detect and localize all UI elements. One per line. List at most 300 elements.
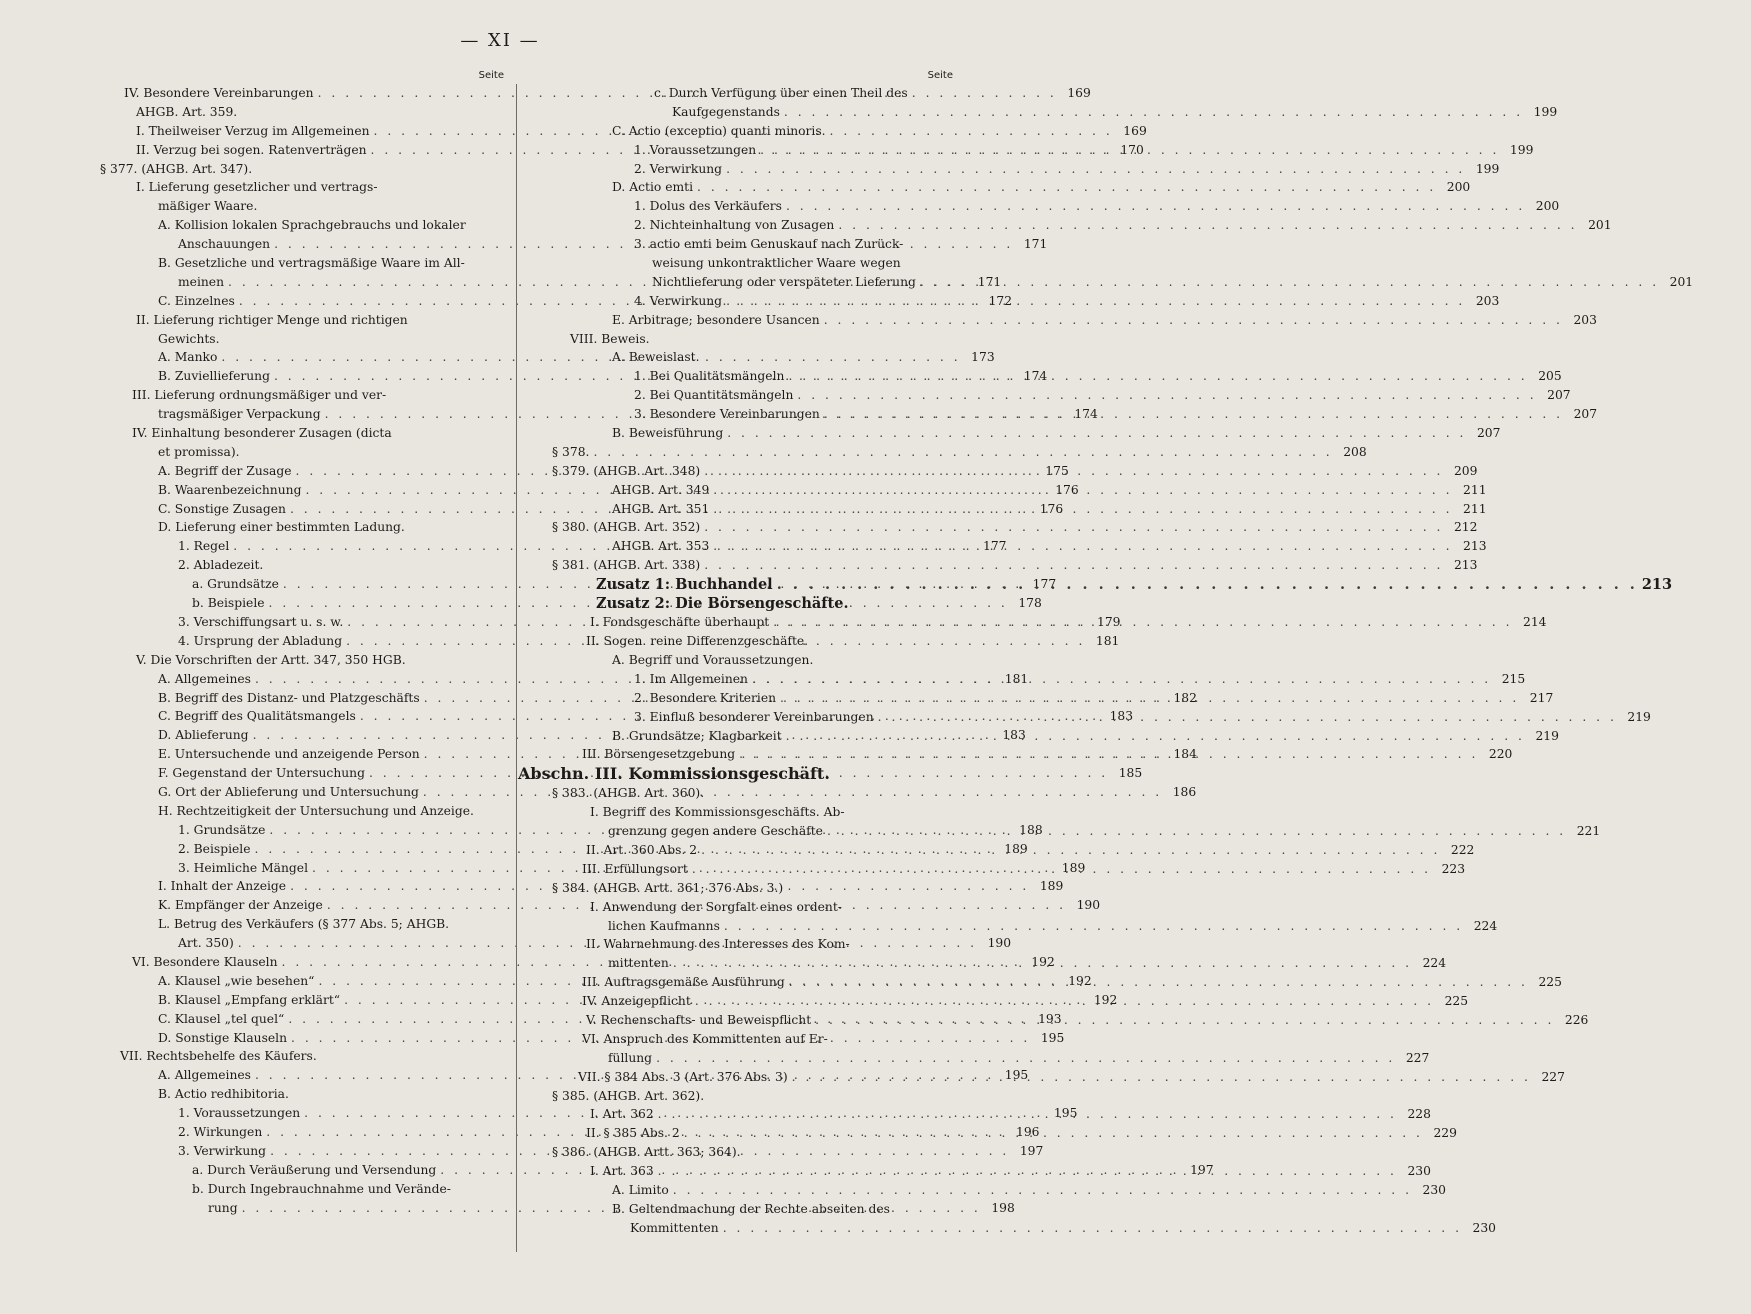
toc-page-number: 229 bbox=[1433, 1126, 1457, 1141]
toc-entry-title: § 386. (AHGB. Artt. 363; 364). bbox=[552, 1145, 741, 1160]
toc-leader-dots bbox=[724, 917, 1463, 936]
toc-leader-dots bbox=[827, 822, 1566, 841]
toc-entry bbox=[100, 1047, 504, 1066]
toc-leader-dots bbox=[792, 1068, 1531, 1087]
toc-entry-title: V. Die Vorschriften der Artt. 347, 350 HGB. bbox=[136, 652, 406, 667]
toc-page-number: 186 bbox=[1172, 784, 1197, 799]
toc-entry-title: A. Beweislast. bbox=[612, 350, 700, 365]
toc-entry-title: rung bbox=[208, 1200, 238, 1215]
toc-entry-title: B. Klausel „Empfang erklärt“ bbox=[158, 992, 341, 1007]
toc-entry-title: 1. Dolus des Verkäufers bbox=[634, 199, 782, 214]
toc-page-number: 219 bbox=[1627, 709, 1651, 724]
toc-page-number: 177 bbox=[983, 539, 1007, 554]
toc-leader-dots bbox=[695, 992, 1434, 1011]
toc-page-number: 174 bbox=[1074, 407, 1098, 422]
toc-leader-dots bbox=[692, 860, 1431, 879]
toc-page-number: 226 bbox=[1564, 1012, 1589, 1027]
toc-page-number: 228 bbox=[1407, 1107, 1431, 1122]
toc-entry bbox=[100, 178, 504, 197]
toc-entry-title: B. Gesetzliche und vertragsmäßige Waare im All- bbox=[158, 256, 465, 271]
toc-entry-title: 3. actio emti beim Genuskauf nach Zurück- bbox=[634, 237, 904, 252]
toc-entry-title: 1. Im Allgemeinen bbox=[634, 671, 748, 686]
toc-page-number: 224 bbox=[1473, 918, 1498, 933]
toc-page-number: 230 bbox=[1422, 1182, 1446, 1197]
toc-leader-dots bbox=[726, 292, 1465, 311]
toc-entry-title: § 385. (AHGB. Art. 362). bbox=[552, 1088, 705, 1103]
toc-page-number: 195 bbox=[1040, 1030, 1065, 1045]
toc-entry bbox=[542, 651, 953, 670]
toc-entry-title: A. Kollision lokalen Sprachgebrauchs und lokaler bbox=[158, 218, 466, 233]
toc-entry bbox=[542, 518, 1478, 537]
toc-entry-title: B. Beweisführung bbox=[612, 426, 724, 441]
toc-page-number: 199 bbox=[1533, 104, 1558, 119]
toc-entry-title: VI. Besondere Klauseln bbox=[132, 954, 278, 969]
toc-page-number: 176 bbox=[1055, 482, 1079, 497]
toc-entry-title: D. Sonstige Klauseln bbox=[158, 1030, 288, 1045]
toc-entry-title: I. Inhalt der Anzeige bbox=[158, 879, 287, 894]
toc-entry bbox=[542, 1030, 953, 1049]
toc-entry-title: F. Gegenstand der Untersuchung bbox=[158, 766, 365, 781]
toc-entry-title: I. Fondsgeschäfte überhaupt bbox=[590, 615, 770, 630]
toc-page-number: 221 bbox=[1576, 824, 1601, 839]
toc-entry-title: tragsmäßiger Verpackung bbox=[158, 407, 321, 422]
toc-leader-dots bbox=[824, 405, 1563, 424]
toc-entry bbox=[542, 1219, 1496, 1238]
toc-entry-title: Kommittenten bbox=[630, 1220, 719, 1235]
toc-entry-title: L. Betrug des Verkäufers (§ 377 Abs. 5; AHGB. bbox=[158, 917, 450, 932]
toc-entry bbox=[100, 518, 504, 537]
toc-entry-title: b. Beispiele bbox=[192, 596, 265, 611]
toc-entry-title: 3. Verwirkung bbox=[178, 1143, 267, 1158]
toc-leader-dots bbox=[704, 462, 1443, 481]
toc-leader-dots bbox=[713, 481, 1452, 500]
toc-entry-title: III. Börsengesetzgebung bbox=[582, 747, 736, 762]
toc-entry-title: II. § 385 Abs. 2 bbox=[586, 1126, 680, 1141]
toc-entry bbox=[542, 1049, 1430, 1068]
toc-entry-title: et promissa). bbox=[158, 444, 240, 459]
toc-leader-dots bbox=[656, 1049, 1395, 1068]
toc-leader-dots bbox=[723, 1219, 1462, 1238]
toc-page-number: 183 bbox=[1002, 728, 1026, 743]
toc-leader-dots bbox=[673, 954, 1412, 973]
toc-entry-title: III. Erfüllungsort bbox=[582, 861, 688, 876]
toc-entry-title: H. Rechtzeitigkeit der Untersuchung und Anzeige. bbox=[158, 803, 474, 818]
toc-entry-title: § 378. bbox=[552, 444, 590, 459]
toc-entry bbox=[542, 784, 953, 803]
toc-entry bbox=[542, 594, 953, 613]
toc-entry bbox=[100, 1180, 504, 1199]
toc-entry-title: A. Limito bbox=[612, 1182, 669, 1197]
toc-entry-title: AHGB. Art. 349 bbox=[612, 482, 710, 497]
toc-entry-title: VIII. Beweis. bbox=[570, 331, 650, 346]
toc-entry-title: II. Sogen. reine Differenzgeschäfte. bbox=[586, 634, 809, 649]
toc-leader-dots bbox=[727, 424, 1466, 443]
toc-entry bbox=[542, 348, 953, 367]
toc-page-number: 178 bbox=[1018, 596, 1042, 611]
toc-entry-title: 3. Heimliche Mängel bbox=[178, 860, 309, 875]
toc-entry bbox=[542, 160, 1500, 179]
toc-entry-title: Zusatz 1: Buchhandel bbox=[596, 576, 773, 594]
toc-page-number: 225 bbox=[1444, 994, 1469, 1009]
toc-entry bbox=[542, 330, 953, 349]
toc-page-number: 182 bbox=[1173, 690, 1197, 705]
toc-page-number: 190 bbox=[987, 936, 1012, 951]
toc-page-number: 225 bbox=[1538, 975, 1562, 990]
toc-entry bbox=[100, 254, 504, 273]
toc-page-number: 223 bbox=[1441, 861, 1466, 876]
toc-entry-title: Abschn. III. Kommissionsgeschäft. bbox=[518, 764, 830, 784]
toc-entry-title: E. Arbitrage; besondere Usancen bbox=[612, 312, 820, 327]
toc-entry bbox=[542, 1200, 953, 1219]
seite-label-right: Seite bbox=[927, 70, 953, 81]
toc-entry bbox=[100, 216, 504, 235]
toc-page-number: 185 bbox=[1118, 766, 1143, 781]
toc-page-number: 205 bbox=[1538, 369, 1562, 384]
toc-entry-title: B. Begriff des Distanz- und Platzgeschäfts bbox=[158, 690, 420, 705]
toc-page-number: 227 bbox=[1405, 1050, 1430, 1065]
toc-page-number: 189 bbox=[1004, 841, 1028, 856]
toc-entry-title: 2. Verwirkung bbox=[634, 161, 723, 176]
toc-leader-dots bbox=[704, 518, 1443, 537]
toc-page-number: 201 bbox=[1669, 274, 1694, 289]
toc-entry-title: 1. Voraussetzungen bbox=[178, 1106, 301, 1121]
toc-page-number: 227 bbox=[1541, 1069, 1565, 1084]
toc-leader-dots bbox=[815, 1011, 1554, 1030]
toc-page-number: 198 bbox=[991, 1200, 1015, 1215]
toc-entry-title: A. Begriff der Zusage bbox=[158, 463, 292, 478]
toc-leader-dots bbox=[752, 670, 1491, 689]
toc-entry bbox=[542, 917, 1498, 936]
toc-leader-dots bbox=[713, 537, 1452, 556]
toc-entry-title: D. Lieferung einer bestimmten Ladung. bbox=[158, 520, 405, 535]
toc-entry bbox=[542, 254, 953, 273]
toc-entry-title: Kaufgegenstands bbox=[672, 104, 780, 119]
toc-entry-title: 2. Bei Quantitätsmängeln bbox=[634, 388, 794, 403]
toc-entry-title: AHGB. Art. 353 bbox=[612, 539, 710, 554]
toc-page-number: 214 bbox=[1523, 615, 1547, 630]
toc-leader-dots bbox=[658, 1162, 1397, 1181]
toc-page-number: 190 bbox=[1076, 898, 1101, 913]
toc-leader-dots bbox=[786, 197, 1525, 216]
toc-page-number: 213 bbox=[1641, 576, 1673, 594]
toc-entry bbox=[542, 122, 953, 141]
toc-entry-title: Zusatz 2: Die Börsengeschäfte. bbox=[596, 595, 849, 613]
toc-entry bbox=[100, 160, 504, 179]
toc-page-number: 192 bbox=[1093, 992, 1118, 1007]
toc-entry bbox=[542, 879, 953, 898]
toc-entry-title: I. Art. 363 bbox=[590, 1164, 654, 1179]
toc-entry-title: 4. Ursprung der Abladung bbox=[178, 633, 343, 648]
toc-page-number: 211 bbox=[1463, 482, 1487, 497]
toc-page-number: 181 bbox=[1004, 671, 1029, 686]
toc-entry-title: Anschauungen bbox=[178, 237, 271, 252]
toc-entry-title: A. Allgemeines bbox=[158, 671, 251, 686]
toc-entry-title: meinen bbox=[178, 274, 224, 289]
toc-page-number: 173 bbox=[971, 350, 995, 365]
toc-leader-dots bbox=[760, 141, 1499, 160]
toc-entry-title: füllung bbox=[608, 1050, 653, 1065]
toc-entry-title: G. Ort der Ablieferung und Untersuchung bbox=[158, 784, 419, 799]
toc-page-number: 192 bbox=[1031, 954, 1055, 969]
page-number: — XI — bbox=[460, 30, 540, 51]
toc-entry-title: § 384. (AHGB. Artt. 361; 376 Abs. 3.) bbox=[552, 880, 784, 895]
toc-leader-dots bbox=[920, 273, 1659, 292]
toc-entry bbox=[542, 1087, 953, 1106]
toc-entry-title: D. Ablieferung bbox=[158, 728, 249, 743]
toc-entry-title: a. Durch Veräußerung und Versendung bbox=[192, 1162, 437, 1177]
toc-page-number: 189 bbox=[1061, 860, 1086, 875]
toc-entry bbox=[542, 556, 1478, 575]
toc-page-number: 220 bbox=[1488, 747, 1513, 762]
toc-entry-title: 2. Wirkungen bbox=[178, 1124, 263, 1139]
toc-page-number: 201 bbox=[1588, 218, 1612, 233]
toc-page-number: 197 bbox=[1019, 1143, 1044, 1158]
toc-page-number: 212 bbox=[1453, 520, 1478, 535]
toc-entry bbox=[100, 1085, 504, 1104]
toc-entry-title: grenzung gegen andere Geschäfte bbox=[608, 824, 823, 839]
toc-page-number: 177 bbox=[1032, 577, 1057, 592]
toc-entry-title: § 381. (AHGB. Art. 338) bbox=[552, 558, 701, 573]
toc-entry bbox=[542, 386, 1571, 405]
toc-leader-dots bbox=[713, 500, 1452, 519]
toc-entry-title: AHGB. Art. 359. bbox=[136, 104, 238, 119]
toc-entry-title: A. Klausel „wie besehen“ bbox=[158, 973, 315, 988]
toc-entry-title: AHGB. Art. 351 bbox=[612, 501, 710, 516]
toc-entry-title: B. Zuviellieferung bbox=[158, 369, 270, 384]
toc-entry-title: § 379. (AHGB. Art. 348) bbox=[552, 463, 701, 478]
toc-entry-title: IV. Einhaltung besonderer Zusagen (dicta bbox=[132, 426, 392, 441]
toc-page-number: 197 bbox=[1190, 1162, 1214, 1177]
toc-page-number: 215 bbox=[1501, 671, 1526, 686]
toc-entry bbox=[100, 556, 504, 575]
toc-page-number: 169 bbox=[1123, 123, 1147, 138]
toc-entry-title: Nichtlieferung oder verspäteter Lieferung bbox=[652, 274, 916, 289]
toc-leader-dots bbox=[701, 841, 1440, 860]
toc-entry-title: III. Lieferung ordnungsmäßiger und ver- bbox=[132, 388, 387, 403]
toc-entry-title: II. Wahrnehmung des Interesses des Kom- bbox=[586, 937, 850, 952]
toc-entry bbox=[542, 632, 953, 651]
toc-page-number: 181 bbox=[1095, 633, 1120, 648]
toc-entry-title: mittenten bbox=[608, 956, 669, 971]
toc-page-number: 199 bbox=[1475, 161, 1500, 176]
toc-entry-title: B. Grundsätze; Klagbarkeit bbox=[612, 728, 782, 743]
toc-entry-title: A. Allgemeines bbox=[158, 1068, 251, 1083]
toc-entry-title: 1. Bei Qualitätsmängeln bbox=[634, 369, 785, 384]
toc-page-number: 208 bbox=[1343, 444, 1367, 459]
toc-leader-dots bbox=[838, 216, 1577, 235]
toc-entry bbox=[518, 764, 953, 784]
toc-entry-title: B. Geltendmachung der Rechte abseiten des bbox=[612, 1201, 890, 1216]
toc-entry bbox=[542, 103, 1558, 122]
toc-page-number: 171 bbox=[977, 274, 1002, 289]
toc-entry-title: lichen Kaufmanns bbox=[608, 918, 720, 933]
toc-entry-title: II. Lieferung richtiger Menge und richtigen bbox=[136, 312, 408, 327]
toc-page-number: 230 bbox=[1472, 1220, 1496, 1235]
toc-entry bbox=[100, 443, 504, 462]
toc-entry-title: 1. Voraussetzungen bbox=[634, 142, 757, 157]
toc-entry bbox=[542, 898, 953, 917]
toc-entry bbox=[542, 424, 1501, 443]
toc-page-number: 196 bbox=[1016, 1124, 1040, 1139]
toc-page-number: 193 bbox=[1038, 1011, 1062, 1026]
toc-page-number: 203 bbox=[1573, 312, 1597, 327]
toc-entry-title: § 383. (AHGB. Art. 360). bbox=[552, 786, 705, 801]
toc-entry-title: b. Durch Ingebrauchnahme und Verände- bbox=[192, 1181, 451, 1196]
toc-entry bbox=[100, 197, 504, 216]
toc-entry-title: C. Klausel „tel quel“ bbox=[158, 1011, 285, 1026]
toc-leader-dots bbox=[593, 443, 1332, 462]
toc-page-number: 222 bbox=[1450, 842, 1475, 857]
toc-entry-title: 3. Besondere Vereinbarungen bbox=[634, 407, 820, 422]
toc-entry-title: K. Empfänger der Anzeige bbox=[158, 898, 323, 913]
toc-entry-title: I. Anwendung der Sorgfalt eines ordent- bbox=[590, 899, 842, 914]
toc-page-number: 195 bbox=[1004, 1068, 1029, 1083]
toc-entry bbox=[542, 935, 953, 954]
toc-page-number: 192 bbox=[1068, 973, 1092, 988]
toc-entry bbox=[542, 1181, 1446, 1200]
toc-entry-title: E. Untersuchende und anzeigende Person bbox=[158, 747, 420, 762]
toc-entry-title: C. Actio (exceptio) quanti minoris. bbox=[612, 123, 826, 138]
toc-entry-title: IV. Anzeigepflicht bbox=[582, 994, 691, 1009]
toc-entry-title: C. Begriff des Qualitätsmangels bbox=[158, 709, 356, 724]
toc-page-number: 213 bbox=[1463, 539, 1487, 554]
toc-entry-title: 2. Besondere Kriterien bbox=[634, 690, 777, 705]
toc-page-number: 217 bbox=[1529, 690, 1554, 705]
toc-leader-dots bbox=[797, 386, 1536, 405]
toc-entry-title: I. Lieferung gesetzlicher und vertrags- bbox=[136, 180, 378, 195]
toc-entry bbox=[100, 424, 504, 443]
toc-entry-title: weisung unkontraktlicher Waare wegen bbox=[652, 256, 901, 271]
toc-entry bbox=[542, 1143, 953, 1162]
toc-page-number: 184 bbox=[1173, 747, 1197, 762]
seite-label-left: Seite bbox=[478, 70, 504, 81]
toc-entry-title: VII. § 384 Abs. 3 (Art. 376 Abs. 3) bbox=[578, 1069, 788, 1084]
toc-page-number: 224 bbox=[1422, 956, 1447, 971]
toc-entry-title: I. Theilweiser Verzug im Allgemeinen bbox=[136, 123, 370, 138]
toc-page-number: 188 bbox=[1019, 822, 1043, 837]
toc-entry bbox=[100, 311, 504, 330]
toc-entry-title: B. Actio redhibitoria. bbox=[158, 1087, 289, 1102]
toc-entry-title: II. Art. 360 Abs. 2 bbox=[586, 842, 698, 857]
toc-page-number: 174 bbox=[1023, 369, 1048, 384]
toc-entry bbox=[542, 178, 1471, 197]
toc-entry-title: VI. Anspruch des Kommittenten auf Er- bbox=[582, 1031, 828, 1046]
toc-leader-dots bbox=[704, 556, 1443, 575]
toc-entry bbox=[542, 84, 953, 103]
toc-entry-title: IV. Besondere Vereinbarungen bbox=[124, 86, 314, 100]
toc-page-number: 211 bbox=[1463, 501, 1487, 516]
toc-leader-dots bbox=[773, 613, 1512, 632]
toc-entry bbox=[542, 197, 1560, 216]
toc-leader-dots bbox=[878, 708, 1617, 727]
toc-page-number: 169 bbox=[1067, 86, 1091, 100]
toc-leader-dots bbox=[786, 727, 1525, 746]
toc-entry bbox=[100, 103, 504, 122]
toc-entry-title: 4. Verwirkung bbox=[634, 293, 723, 308]
toc-leader-dots bbox=[684, 1124, 1423, 1143]
toc-leader-dots bbox=[673, 1181, 1412, 1200]
toc-page-number: 200 bbox=[1535, 199, 1560, 214]
toc-page-number: 171 bbox=[1023, 237, 1048, 252]
toc-entry-title: § 377. (AHGB. Art. 347). bbox=[100, 161, 253, 176]
toc-entry bbox=[542, 443, 1367, 462]
toc-entry-title: § 380. (AHGB. Art. 352) bbox=[552, 520, 701, 535]
toc-page-number: 189 bbox=[1039, 879, 1064, 894]
toc-entry bbox=[542, 803, 953, 822]
toc-leader-dots bbox=[697, 178, 1436, 197]
column-divider bbox=[516, 84, 517, 1252]
toc-entry-title: 2. Beispiele bbox=[178, 841, 251, 856]
toc-page-number: 172 bbox=[988, 293, 1013, 308]
toc-entry-title: 2. Nichteinhaltung von Zusagen bbox=[634, 218, 835, 233]
toc-entry-title: I. Art. 362 bbox=[590, 1107, 654, 1122]
toc-page-number: 207 bbox=[1573, 407, 1598, 422]
toc-page-number: 209 bbox=[1453, 463, 1478, 478]
toc-entry-title: Art. 350) bbox=[178, 936, 234, 951]
toc-entry bbox=[100, 915, 504, 934]
toc-entry-title: III. Auftragsgemäße Ausführung bbox=[582, 975, 785, 990]
toc-leader-dots bbox=[789, 973, 1528, 992]
toc-entry bbox=[100, 386, 504, 405]
toc-entry-title: a. Grundsätze bbox=[192, 577, 279, 592]
toc-entry bbox=[542, 235, 953, 254]
toc-page-number: 203 bbox=[1475, 293, 1500, 308]
toc-page-number: 219 bbox=[1535, 728, 1559, 743]
toc-entry-title: C. Einzelnes bbox=[158, 293, 235, 308]
toc-page-number: 175 bbox=[1045, 463, 1069, 478]
toc-leader-dots bbox=[788, 367, 1527, 386]
toc-entry-title: A. Manko bbox=[158, 350, 218, 365]
toc-page-number: 195 bbox=[1053, 1106, 1078, 1121]
toc-page-number: 179 bbox=[1097, 614, 1121, 629]
toc-page-number: 207 bbox=[1547, 388, 1571, 403]
toc-page-number: 170 bbox=[1120, 142, 1144, 157]
toc-entry-title: 3. Einfluß besonderer Vereinbarungen bbox=[634, 709, 874, 724]
toc-entry-title: mäßiger Waare. bbox=[158, 199, 258, 214]
toc-leader-dots bbox=[658, 1105, 1397, 1124]
toc-page-number: 200 bbox=[1446, 180, 1471, 195]
toc-entry-title: 2. Abladezeit. bbox=[178, 558, 264, 573]
toc-leader-dots bbox=[780, 689, 1519, 708]
toc-leader-dots bbox=[784, 103, 1523, 122]
toc-entry-title: VII. Rechtsbehelfe des Käufers. bbox=[120, 1049, 317, 1064]
toc-entry-title: 1. Regel bbox=[178, 539, 230, 554]
toc-page-number: 199 bbox=[1509, 142, 1534, 157]
toc-page-number: 230 bbox=[1407, 1164, 1431, 1179]
toc-page-number: 183 bbox=[1109, 709, 1134, 724]
toc-entry bbox=[542, 311, 1597, 330]
toc-entry-title: A. Begriff und Voraussetzungen. bbox=[612, 652, 814, 667]
toc-entry-title: D. Actio emti bbox=[612, 180, 694, 195]
toc-entry bbox=[100, 330, 504, 349]
toc-page-number: 207 bbox=[1476, 426, 1501, 441]
toc-entry-title: 1. Grundsätze bbox=[178, 822, 266, 837]
toc-entry-title: II. Verzug bei sogen. Ratenverträgen bbox=[136, 142, 367, 157]
toc-leader-dots bbox=[824, 311, 1563, 330]
toc-leader-dots bbox=[739, 745, 1478, 764]
toc-entry-title: B. Waarenbezeichnung bbox=[158, 482, 302, 497]
toc-page-number: 213 bbox=[1453, 558, 1478, 573]
toc-entry-title: I. Begriff des Kommissionsgeschäfts. Ab- bbox=[590, 805, 845, 820]
toc-entry-title: C. Sonstige Zusagen bbox=[158, 501, 286, 516]
toc-entry-title: 3. Verschiffungsart u. s. w. bbox=[178, 614, 344, 629]
toc-entry bbox=[100, 651, 504, 670]
toc-entry bbox=[100, 802, 504, 821]
toc-page-number: 176 bbox=[1039, 501, 1064, 516]
toc-entry bbox=[542, 216, 1612, 235]
toc-entry-title: V. Rechenschafts- und Beweispflicht bbox=[586, 1012, 812, 1027]
toc-leader-dots bbox=[726, 160, 1465, 179]
